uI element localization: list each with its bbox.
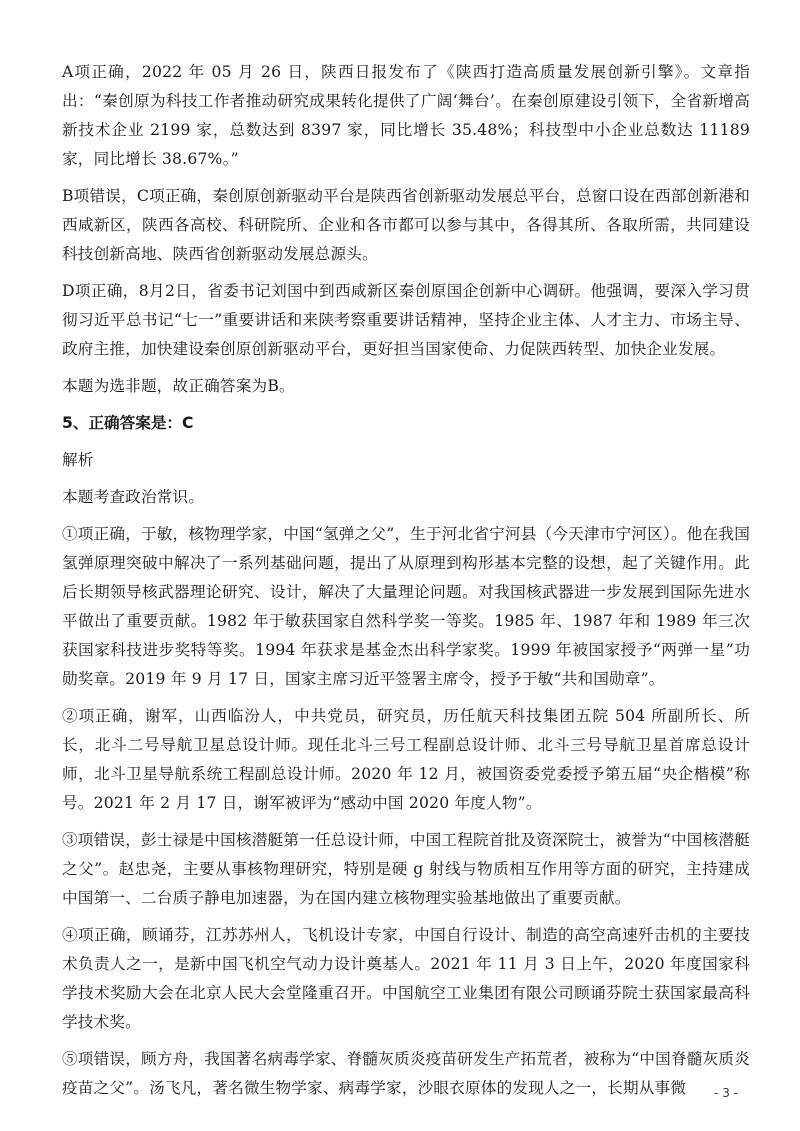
page-number: - 3 - — [714, 1086, 738, 1100]
analysis-item-2: ②项正确，谢军，山西临汾人，中共党员，研究员，历任航天科技集团五院 504 所副所长、所长，北斗二号导航卫星总设计师。现任北斗三号工程副总设计师、北斗三号导航卫星首席总设计师，北斗卫星导航系统工程副总设计师。2020 年 12 月，被国资委党委授予第五届“央企楷模”称号。2021 年 2 月 17 日，谢军被评为“感动中国 2020 年度人物”。 — [62, 707, 750, 812]
paragraph-option-b-c: B项错误，C项正确，秦创原创新驱动平台是陕西省创新驱动发展总平台，总窗口设在西部创新港和西咸新区，陕西各高校、科研院所、企业和各市都可以参与其中，各得其所、各取所需，共同建设科技创新高地、陕西省创新驱动发展总源头。 — [62, 187, 750, 263]
analysis-item-1: ①项正确，于敏，核物理学家，中国“氢弹之父”，生于河北省宁河县（今天津市宁河区）。他在我国氢弹原理突破中解决了一系列基础问题，提出了从原理到构形基本完整的设想，起了关键作用。此后长期领导核武器理论研究、设计，解决了大量理论问题。对我国核武器进一步发展到国际先进水平做出了重要贡献。1982 年于敏获国家自然科学奖一等奖。1985 年、1987 年和 1989 年三次获国家科技进步奖特等奖。1994 年获求是基金杰出科学家奖。1999 年被国家授予“两弹一星”功勋奖章。2019 年 9 月 17 日，国家主席习近平签署主席令，授予于敏“共和国勋章”。 — [62, 525, 750, 688]
analysis-intro: 本题考查政治常识。 — [62, 488, 205, 506]
analysis-label: 解析 — [62, 451, 94, 469]
analysis-item-3: ③项错误，彭士禄是中国核潜艇第一任总设计师，中国工程院首批及资深院士，被誉为“中国核潜艇之父”。赵忠尧，主要从事核物理研究，特别是硬 g 射线与物质相互作用等方面的研究，主持建成中国第一、二台质子静电加速器，为在国内建立核物理实验基地做出了重要贡献。 — [62, 831, 750, 907]
document-page — [62, 58, 750, 1107]
paragraph-option-d: D项正确，8月2日，省委书记刘国中到西咸新区秦创原国企创新中心调研。他强调，要深入学习贯彻习近平总书记“七一”重要讲话和来陕考察重要讲话精神，坚持企业主体、人才主力、市场主导、政府主推，加快建设秦创原创新驱动平台，更好担当国家使命、力促陕西转型、加快企业发展。 — [62, 282, 750, 358]
paragraph-option-a: A项正确，2022 年 05 月 26 日，陕西日报发布了《陕西打造高质量发展创新引擎》。文章指出：“秦创原为科技工作者推动研究成果转化提供了广阔‘舞台’。在秦创原建设引领下，全省新增高新技术企业 2199 家，总数达到 8397 家，同比增长 35.48%；科技型中小企业总数达 11189 家，同比增长 38.67%。” — [62, 63, 750, 168]
answer-heading: 5、正确答案是：C — [62, 414, 194, 432]
analysis-item-4: ④项正确，顾诵芬，江苏苏州人，飞机设计专家，中国自行设计、制造的高空高速歼击机的主要技术负责人之一，是新中国飞机空气动力设计奠基人。2021 年 11 月 3 日上午，2020 年度国家科学技术奖励大会在北京人民大会堂隆重召开。中国航空工业集团有限公司顾诵芬院士获国家最高科学技术奖。 — [62, 926, 750, 1031]
analysis-item-5: ⑤项错误，顾方舟，我国著名病毒学家、脊髓灰质炎疫苗研发生产拓荒者，被称为“中国脊髓灰质炎疫苗之父”。汤飞凡，著名微生物学家、病毒学家，沙眼衣原体的发现人之一，长期从事微 — [62, 1050, 750, 1097]
paragraph-conclusion: 本题为选非题，故正确答案为B。 — [62, 377, 295, 395]
